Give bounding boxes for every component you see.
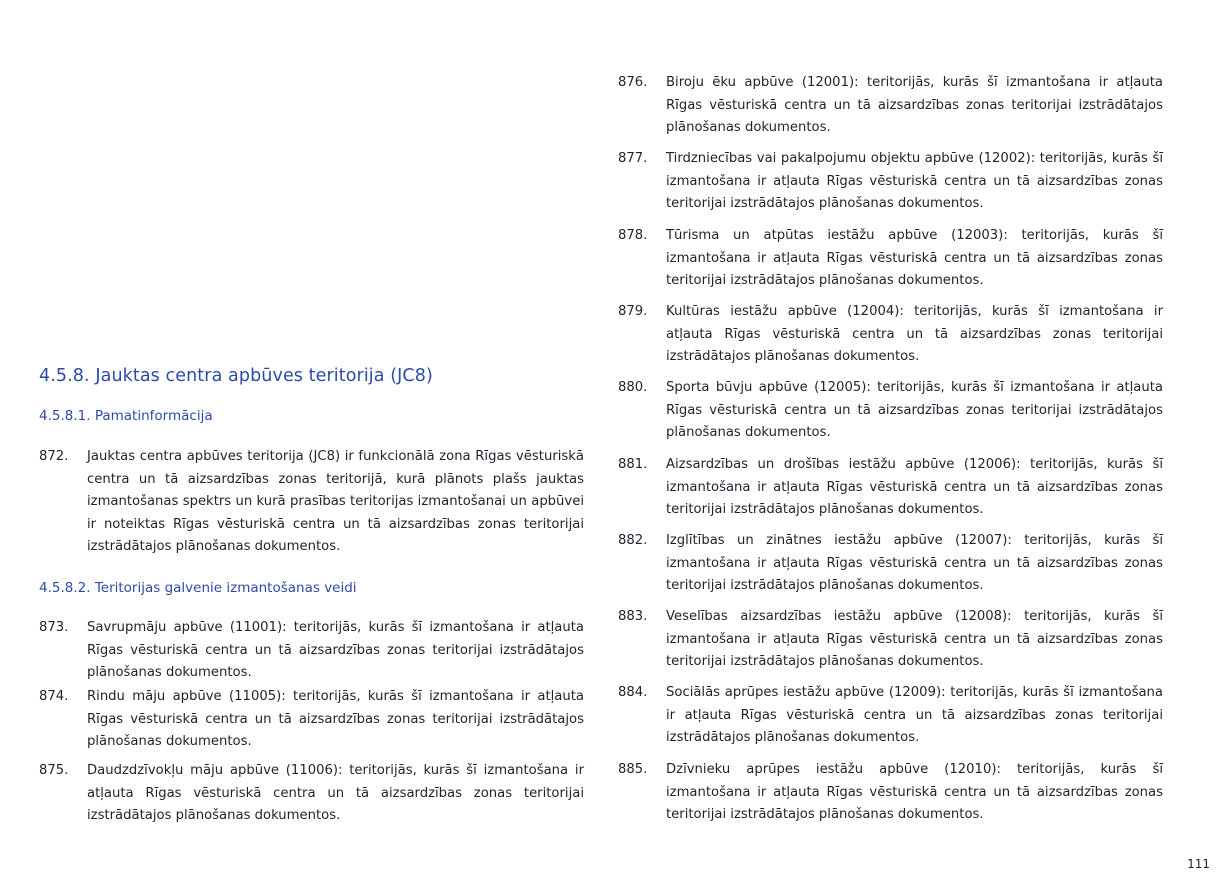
clause-879: [618, 301, 1163, 369]
clause-872: [39, 446, 584, 559]
clause-number: 885.: [618, 762, 648, 777]
clause-number: 877.: [618, 151, 648, 166]
clause-880: [618, 377, 1163, 445]
clause-text: Tūrisma un atpūtas iestāžu apbūve (12003): teritorijās, kurās šī izmantošana ir atļauta Rīgas vēsturiskā centra un tā aizsardzības zonas teritorijai izstrādātajos plānošanas dokumentos.: [666, 228, 1163, 289]
subsection-heading-main-uses: 4.5.8.2. Teritorijas galvenie izmantošanas veidi: [39, 580, 357, 596]
clause-number: 873.: [39, 620, 69, 635]
clause-876: [618, 72, 1163, 140]
section-title: 4.5.8. Jauktas centra apbūves teritorija (JC8): [39, 366, 433, 386]
clause-text: Tirdzniecības vai pakalpojumu objektu apbūve (12002): teritorijās, kurās šī izmantošana ir atļauta Rīgas vēsturiskā centra un tā aizsardzības zonas teritorijai izstrādātajos plānošanas dokumentos.: [666, 151, 1163, 212]
clause-text: Aizsardzības un drošības iestāžu apbūve (12006): teritorijās, kurās šī izmantošana ir atļauta Rīgas vēsturiskā centra un tā aizsardzības zonas teritorijai izstrādātajos plānošanas dokumentos.: [666, 457, 1163, 518]
clause-text: Rindu māju apbūve (11005): teritorijās, kurās šī izmantošana ir atļauta Rīgas vēsturiskā centra un tā aizsardzības zonas teritorijai izstrādātajos plānošanas dokumentos.: [87, 689, 584, 750]
clause-883: [618, 606, 1163, 674]
clause-number: 875.: [39, 763, 69, 778]
clause-text: Dzīvnieku aprūpes iestāžu apbūve (12010): teritorijās, kurās šī izmantošana ir atļauta Rīgas vēsturiskā centra un tā aizsardzības zonas teritorijai izstrādātajos plānošanas dokumentos.: [666, 762, 1163, 823]
clause-text: Biroju ēku apbūve (12001): teritorijās, kurās šī izmantošana ir atļauta Rīgas vēsturiskā centra un tā aizsardzības zonas teritorijai izstrādātajos plānošanas dokumentos.: [666, 75, 1163, 136]
clause-874: [39, 686, 584, 754]
clause-text: Izglītības un zinātnes iestāžu apbūve (12007): teritorijās, kurās šī izmantošana ir atļauta Rīgas vēsturiskā centra un tā aizsardzības zonas teritorijai izstrādātajos plānošanas dokumentos.: [666, 533, 1163, 594]
clause-877: [618, 148, 1163, 216]
subsection-heading-basic-info: 4.5.8.1. Pamatinformācija: [39, 408, 213, 424]
clause-text: Sociālās aprūpes iestāžu apbūve (12009): teritorijās, kurās šī izmantošana ir atļauta Rīgas vēsturiskā centra un tā aizsardzības zonas teritorijai izstrādātajos plānošanas dokumentos.: [666, 685, 1163, 746]
clause-text: Kultūras iestāžu apbūve (12004): teritorijās, kurās šī izmantošana ir atļauta Rīgas vēsturiskā centra un tā aizsardzības zonas teritorijai izstrādātajos plānošanas dokumentos.: [666, 304, 1163, 365]
clause-882: [618, 530, 1163, 598]
clause-number: 876.: [618, 75, 648, 90]
clause-number: 883.: [618, 609, 648, 624]
clause-number: 881.: [618, 457, 648, 472]
clause-text: Jauktas centra apbūves teritorija (JC8) ir funkcionālā zona Rīgas vēsturiskā centra un tā aizsardzības zonas teritorijā, kurā plānots plašs jauktas izmantošanas spektrs un kurā prasības teritorijas izmantošanai un apbūvei ir noteiktas Rīgas vēsturiskā centra un tā aizsardzības zonas teritorijai izstrādātajos plānošanas dokumentos.: [87, 449, 584, 555]
clause-number: 882.: [618, 533, 648, 548]
clause-number: 878.: [618, 228, 648, 243]
clause-884: [618, 682, 1163, 750]
page-number: 111: [1187, 857, 1210, 871]
clause-number: 872.: [39, 449, 69, 464]
clause-878: [618, 225, 1163, 293]
clause-881: [618, 454, 1163, 522]
clause-number: 874.: [39, 689, 69, 704]
clause-875: [39, 760, 584, 828]
clause-873: [39, 617, 584, 685]
clause-text: Savrupmāju apbūve (11001): teritorijās, kurās šī izmantošana ir atļauta Rīgas vēsturiskā centra un tā aizsardzības zonas teritorijai izstrādātajos plānošanas dokumentos.: [87, 620, 584, 681]
clause-text: Sporta būvju apbūve (12005): teritorijās, kurās šī izmantošana ir atļauta Rīgas vēsturiskā centra un tā aizsardzības zonas teritorijai izstrādātajos plānošanas dokumentos.: [666, 380, 1163, 441]
clause-text: Daudzdzīvokļu māju apbūve (11006): teritorijās, kurās šī izmantošana ir atļauta Rīgas vēsturiskā centra un tā aizsardzības zonas teritorijai izstrādātajos plānošanas dokumentos.: [87, 763, 584, 824]
clause-number: 880.: [618, 380, 648, 395]
clause-text: Veselības aizsardzības iestāžu apbūve (12008): teritorijās, kurās šī izmantošana ir atļauta Rīgas vēsturiskā centra un tā aizsardzības zonas teritorijai izstrādātajos plānošanas dokumentos.: [666, 609, 1163, 670]
clause-number: 879.: [618, 304, 648, 319]
clause-number: 884.: [618, 685, 648, 700]
clause-885: [618, 759, 1163, 827]
